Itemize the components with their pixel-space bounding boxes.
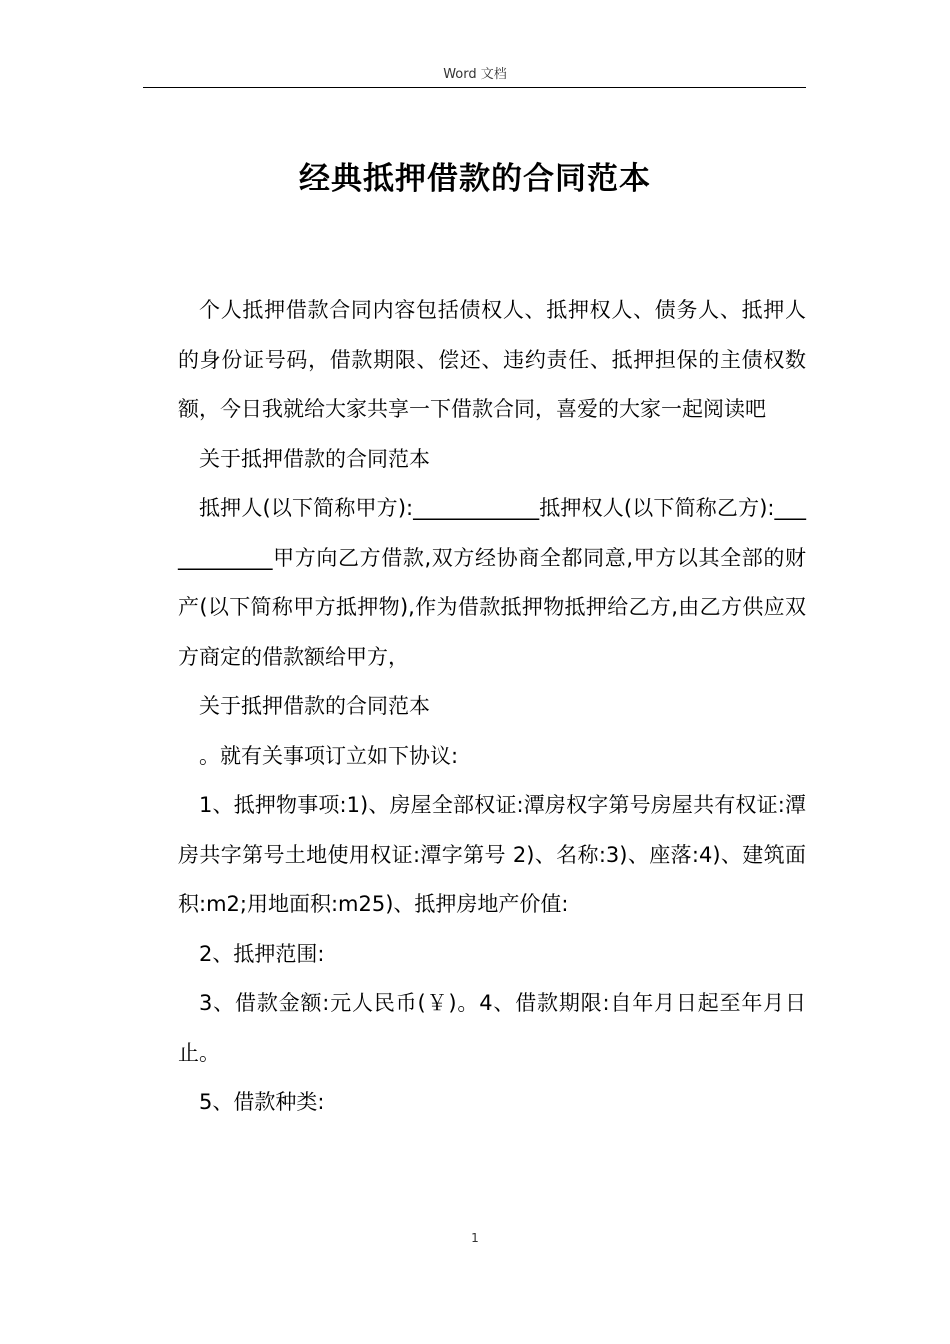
header-divider xyxy=(143,87,806,88)
document-title: 经典抵押借款的合同范本 xyxy=(299,161,651,197)
paragraph-section-heading: 关于抵押借款的合同范本 xyxy=(199,446,430,471)
paragraph-clause-3-4: 3、借款金额:元人民币(￥)。4、借款期限:自年月日起至年月日止。 xyxy=(178,991,806,1065)
paragraph-clause-1: 1、抵押物事项:1)、房屋全部权证:潭房权字第号房屋共有权证:潭房共字第号土地使用权证:潭字第号 2)、名称:3)、座落:4)、建筑面积:m2;用地面积:m25)、抵押房地产价值: xyxy=(178,793,806,916)
document-body xyxy=(178,286,806,1128)
paragraph-section-heading: 关于抵押借款的合同范本 xyxy=(199,694,430,718)
paragraph-intro: 个人抵押借款合同内容包括债权人、抵押权人、债务人、抵押人的身份证号码，借款期限、偿还、违约责任、抵押担保的主债权数额，今日我就给大家共享一下借款合同，喜爱的大家一起阅读吧 xyxy=(178,298,806,421)
page-number: 1 xyxy=(471,1231,479,1245)
paragraph-clause-2: 2、抵押范围: xyxy=(199,941,325,966)
paragraph-clause-5: 5、借款种类: xyxy=(199,1090,325,1114)
paragraph-agreement: 。就有关事项订立如下协议: xyxy=(199,743,459,768)
paragraph-parties: 抵押人(以下简称甲方):____________抵押权人(以下简称乙方):____________甲方向乙方借款,双方经协商全都同意,甲方以其全部的财产(以下简称甲方抵押物),作为借款抵押物抵押给乙方,由乙方供应双方商定的借款额给甲方， xyxy=(178,496,806,669)
header-label: Word 文档 xyxy=(443,67,507,82)
